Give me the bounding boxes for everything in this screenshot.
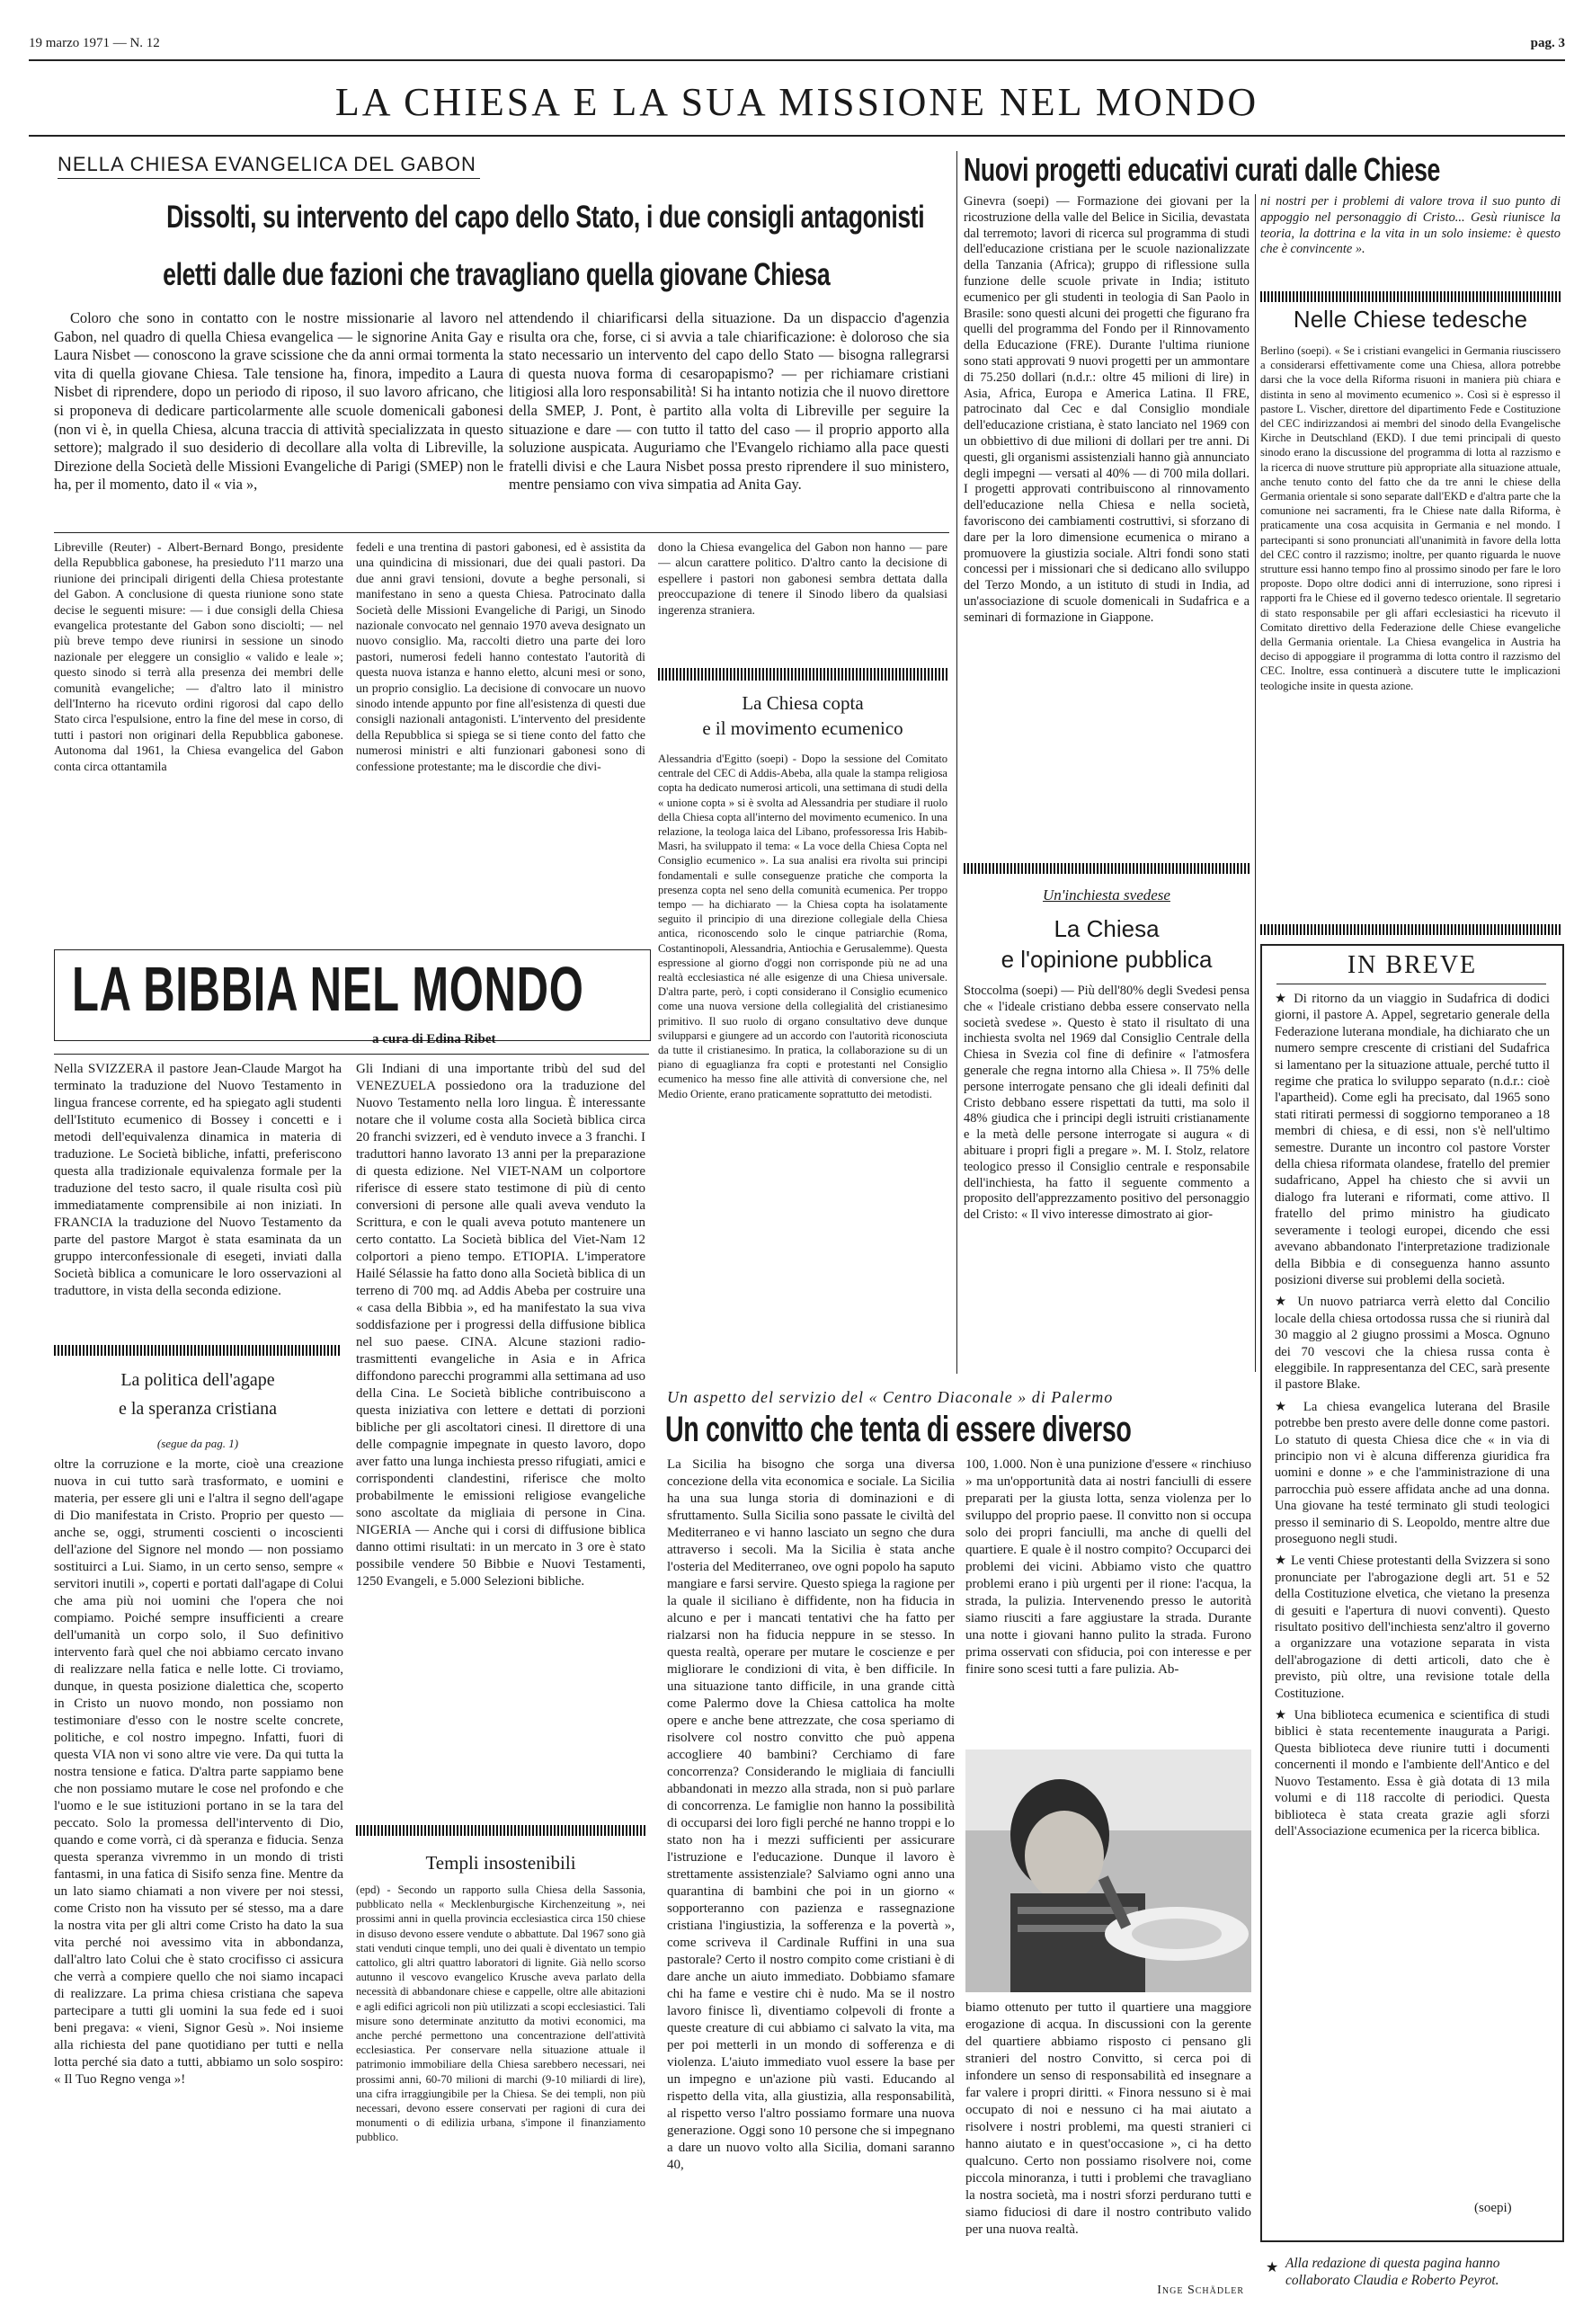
bibbia-rule	[54, 1054, 649, 1055]
inchiesta-title-2: e l'opinione pubblica	[1001, 946, 1213, 973]
inbreve-item-text: Una biblioteca ecumenica e scientifica di studi biblici è stata recentemente inaugurata a Parigi. Questa biblioteca deve riunire tutti i documenti concernenti il mondo e l'ambiente dell'Antico e del Nuovo Testamento. Essa è già dotata di 13 mila volumi e di 118 raccolte di periodici. Questa biblioteca è stata creata grazie agli sforzi dell'Associazione ecumenica per la ricerca biblica.	[1275, 1708, 1550, 1839]
convitto-title	[665, 1410, 1317, 1450]
star-icon: ★	[1275, 1398, 1303, 1414]
inbreve-item-text: Di ritorno da un viaggio in Sudafrica di dodici giorni, il pastore A. Appel, segretario generale della Federazione luterana mondiale, ha dichiarato che un numero sempre crescente di cristiani del Sudafrica si lamentano per la situazione attuale, perché tutto il regime che pratica lo sviluppo separato (n.d.r.: cioè l'apartheid). Come egli ha precisato, dal 1965 sono stati ritirati permessi di soggiorno temporaneo a 18 membri di chiesa, e di essi, non s'è nell'ultimo semestre. Durante un incontro col pastore Vorster della chiesa riformata olandese, fratello del premier sudafricano, Appel ha chiesto che si avvii un dialogo fra luterani e riformati, come attivo. Il fratello del primo ministro ha giudicato severamente i teologi europei, dicendo che essi avevano abbandonato l'interpretazione tradizionale della Bibbia e di conseguenza hanno assunto posizioni diverse sui problemi della società.	[1275, 992, 1550, 1287]
gabon-lead-rule	[54, 532, 949, 533]
inchiesta-title-1: La Chiesa	[1054, 915, 1160, 942]
convitto-kicker: Un aspetto del servizio del « Centro Diaconale » di Palermo	[667, 1388, 1114, 1406]
inbreve-item	[1275, 991, 1550, 1288]
inbreve-title: IN BREVE	[1347, 951, 1478, 979]
star-icon: ★	[1275, 991, 1294, 1006]
inchiesta-body: Stoccolma (soepi) — Più dell'80% degli Svedesi pensa che « l'ideale cristiano debba essere conservato nella società svedese ». Questo è stato il risultato di una inchiesta svolta nel 1969 dal Consiglio Centrale della Chiesa in Svezia col fine di definire « l'atmosfera generale che regna intorno alla Chiesa ». Il 75% delle persone interrogate pensano che gli ideali definiti dal Cristo debbano essere rispettati da tutti, ma solo il 48% giudica che i principi degli istruiti cristianamente e la metà delle persone interrogate si augura « di abituare i propri figli a pregare ». M. I. Stolz, relatore teologico presso il Consiglio centrale e responsabile dell'inchiesta, ha fatto il seguente commento a proposito dell'apprezzamento positivo del personaggio del Cristo: « Il vivo interesse dimostrato ai gior-	[964, 984, 1250, 1223]
inbreve-item	[1275, 1553, 1550, 1702]
gabon-end-rule	[658, 668, 947, 681]
copta-title-2: e il movimento ecumenico	[702, 717, 903, 739]
convitto-signature: Inge Schädler	[1157, 2284, 1244, 2297]
section-title: LA CHIESA E LA SUA MISSIONE NEL MONDO	[334, 80, 1259, 124]
gabon-lead-left: Coloro che sono in contatto con le nostre missionarie al lavoro nel Gabon, nel quadro di quella Chiesa evangelica — le signorine Anita Gay e Laura Nisbet — conoscono la grave scissione che da anni ormai tormenta la vita di quella giovane Chiesa. Tale tensione ha, finora, impedito a Laura Nisbet di riprendere, dopo un periodo di riposo, il suo lavoro africano, che si proponeva di dedicare particolarmente alle scuole domenicali gabonesi (non vi è, in quella Chiesa, alcuna traccia di attività specializzata in questo settore); malgrado il suo desiderio di decollare alla volta di Libreville, la Direzione della Società delle Missioni Evangeliche di Parigi (SMEP) non le ha, per il momento, dato il « via »,	[54, 309, 503, 494]
star-icon: ★	[1275, 1707, 1294, 1723]
progetti-title	[964, 151, 1592, 189]
page-date: 19 marzo 1971 — N. 12	[29, 36, 160, 50]
tedesche-title: Nelle Chiese tedesche	[1293, 306, 1528, 333]
gabon-lead-right: attendendo il chiarificarsi della situazione. Da un dispaccio d'agenzia risulta ora che, forse, ci si avvia a tale chiarificazione: è doloroso che sia stato necessario un intervento del capo dello Stato — bisogna rallegrarsi di questa nuova forma di cesaropapismo? — per richiamare cristiani litigiosi alla loro responsabilità! Si ha intanto notizia che il nuovo direttore della SMEP, J. Pont, è partito alla volta di Libreville per seguire la situazione e dare — con tutto il tatto del caso — il proprio apporto alla soluzione auspicata. Auguriamo che l'Evangelo richiamo alla pace questi fratelli divisi e che Laura Nisbet possa presto riprendere il suo ministero, mentre pensiamo con viva simpatia ad Anita Gay.	[509, 309, 949, 494]
inbreve-footnote: Alla redazione di questa pagina hanno collaborato Claudia e Roberto Peyrot.	[1285, 2256, 1500, 2288]
progetti-end-rule	[1260, 291, 1561, 302]
bibbia-title	[72, 953, 804, 1025]
progetti-body-right: ni nostri per i problemi di valore trova il suo punto di appoggio nel personaggio di Cristo... Gesù riunisce la teoria, la dottrina e la vita in un solo insieme: è questo che è convincente ».	[1260, 194, 1561, 257]
bibbia-col2-end-rule	[356, 1825, 645, 1836]
inbreve-item	[1275, 1707, 1550, 1839]
header-rule	[29, 59, 1565, 61]
copta-body: Alessandria d'Egitto (soepi) - Dopo la sessione del Comitato centrale del CEC di Addis-Abeba, alla quale la stampa religiosa copta ha dedicato numerosi articoli, una settimana di studi della « unione copta » si è svolta ad Alessandria per studiare il ruolo della Chiesa copta all'interno del movimento ecumenico. In una relazione, la teologa laica del Libano, professoressa Iris Habib-Masri, ha sviluppato il tema: « La voce della Chiesa Copta nel Consiglio ecumenico ». La sua analisi era rivolta sui principi fondamentali e sulle conseguenze pratiche che comporta la presenza copta nel seno della comunità ecumenica. Per troppo tempo — ha dichiarato — la Chiesa copta ha isolatamente seguito il principio di una direzione collegiale della Chiesa antica, riconoscendo solo le cinque patriarchie (Roma, Costantinopoli, Alessandria, Antiochia e Gerusalemme). Questa espressione al giorno d'oggi non corrisponde più ne ad una realtà ecclesiastica né alle esigenze di una Chiesa universale. D'altra parte, però, i copti considerano il Consiglio ecumenico come una nuova versione della collegialità del cristianesimo primitivo. Il suo ruolo di organo consultativo deve dunque svilupparsi e giungere ad un accordo con l'autorità riconosciuta da tutte il cristianesimo. In pratica, la collaborazione su di un piano di eguaglianza fra copti e protestanti nel Consiglio ecumenico ha messo fine alle attività di conversione che, nel Medio Oriente, erano praticamente soprattutto dei metodisti.	[658, 752, 947, 1100]
agape-continuation: (segue da pag. 1)	[156, 1437, 239, 1450]
bibbia-byline: a cura di Edina Ribet	[372, 1032, 496, 1046]
gabon-headline-1-text: Dissolti, su intervento del capo dello Stato, i due consigli antagonisti	[166, 200, 925, 235]
agape-title-2: e la speranza cristiana	[118, 1399, 277, 1419]
page-number: pag. 3	[1530, 36, 1565, 50]
convitto-title-text: Un convitto che tenta di essere diverso	[665, 1410, 1132, 1449]
convitto-col-2b: biamo ottenuto per tutto il quartiere una maggiore erogazione di acqua. In discussioni con la gerente del quartiere abbiamo risposto ci pensano gli stranieri del nostro Convitto, si cerca poi di infondere un senso di responsabilità ed insegnare a far valere i propri diritti. « Finora nessuno si è mai occupato di noi e nessuno ci ha mai aiutato a risolvere i nostri problemi, ma questi stranieri ci hanno aiutato e in quest'occasione », ci ha detto qualcuno. Certo non possiamo risolvere noi, come piccola minoranza, i tutti i problemi che travagliano la nostra società, ma i nostri sforzi perdurano tutti e siamo fiduciosi di dare il nostro contributo valido per una nuova realtà.	[965, 2000, 1251, 2237]
progetti-title-text: Nuovi progetti educativi curati dalle Chiese	[964, 151, 1440, 188]
gabon-kicker: NELLA CHIESA EVANGELICA DEL GABON	[58, 153, 476, 175]
bibbia-col1-end-rule	[54, 1345, 342, 1356]
inbreve-soepi: (soepi)	[1474, 2201, 1512, 2215]
gabon-col-2: fedeli e una trentina di pastori gabonesi, ed è assistita da una quindicina di missionari, due dei quali pastori. Da due anni gravi tensioni, dovute a beghe personali, si manifestano in seno a questa Chiesa. Patrocinato dalla Società delle Missioni Evangeliche di Parigi, un Sinodo nazionale convocato nel gennaio 1970 aveva designato un nuovo consiglio. Ma, raccolti dietro una parte dei loro pastori, numerosi fedeli hanno contestato l'autorità di questa nuova istanza e hanno eletto, alcuni mesi or sono, un proprio consiglio. La decisione di convocare un nuovo sinodo intende appunto por fine all'esistenza di questi due consigli nazionali antagonisti. L'intervento del presidente della Repubblica si spiega se si tiene conto del fatto che numerosi ministri e alti funzionari gabonesi sono di confessione protestante; ma le discordie che divi-	[356, 540, 645, 773]
tedesche-end-rule	[1260, 924, 1561, 935]
inchiesta-top-rule	[964, 863, 1250, 874]
gabon-headline-2	[47, 257, 946, 293]
inchiesta-kicker: Un'inchiesta svedese	[1043, 886, 1170, 904]
child-photo	[965, 1750, 1251, 1992]
bibbia-title-text: LA BIBBIA NEL MONDO	[72, 954, 584, 1024]
star-icon: ★	[1275, 1294, 1298, 1310]
inbreve-footnote-star	[1266, 2258, 1278, 2276]
inbreve-items	[1275, 991, 1550, 2195]
inbreve-item-text: Un nuovo patriarca verrà eletto dal Concilio locale della chiesa ortodossa russa che si riunirà dal 30 maggio al 2 giugno prossimi a Mosca. Ognuno dei 70 vescovi che la chiesa russa conta è eleggibile. In rappresentanza del CEC, sarà presente il pastore Blake.	[1275, 1295, 1550, 1393]
gabon-headline-2-text: eletti dalle due fazioni che travagliano quella giovane Chiesa	[162, 257, 831, 292]
gabon-headline-1	[47, 200, 946, 236]
star-icon: ★	[1266, 2258, 1279, 2275]
column-rule	[956, 151, 957, 1374]
tedesche-body: Berlino (soepi). « Se i cristiani evangelici in Germania riuscissero a considerarsi effettivamente come una Chiesa, allora potrebbe darsi che la voce della Riforma risuoni in maniera più chiara e distinta in seno al movimento ecumenico ». Così si è espresso il pastore L. Vischer, direttore del dipartimento Fede e Costituzione del CEC indirizzandosi ai membri del sinodo della Evangelische Kirche in Deutschland (EKD). I due temi principali di questo sinodo erano la discussione del programma di lotta al razzismo e la ricerca di nuove strutture più appropriate alla situazione attuale, anche tenuto conto del fatto che da tre anni le chiese della Germania orientale si sono separate dall'EKD e d'altra parte che la comunione nei sacramenti, fra le Chiese nate dalla Riforma, è praticamente una cosa acquisita in Germania e nel mondo. I partecipanti si sono pronunciati all'unanimità in favore della lotta del CEC contro il razzismo; inoltre, per quanto riguarda le nuove strutture essi hanno tempo fino al prossimo sinodo per fare le loro proposte. Dopo oltre dodici anni di interruzione, sono ripresi i rapporti fra le Chiese ed il governo tedesco orientale. Il segretario di stato responsabile per gli affari ecclesiastici ha ricevuto il Comitato direttivo della Federazione delle Chiese evangeliche della Germania orientale. La Chiesa evangelica in Austria ha deciso di appoggiare il programma di lotta contro il razzismo del CEC. Inoltre, essa continuerà a discutere tutte le implicazioni teologiche insite in questa azione.	[1260, 344, 1561, 692]
templi-body: (epd) - Secondo un rapporto sulla Chiesa della Sassonia, pubblicato nella « Mecklenburgische Kirchenzeitung », nei prossimi anni in quella provincia ecclesiastica circa 150 chiese in disuso devono essere vendute o abbattute. Dal 1967 sono già stati venduti cinque templi, uno dei quali è diventato un tempio cattolico, gli altri quattro laboratori di lignite. Già nello scorso autunno il vescovo evangelico Krusche aveva parlato della necessità di abbandonare chiese e cappelle, oltre alle abitazioni e agli edifici agricoli non più utilizzati a scopi ecclesiastici. Tali misure sono determinate anzitutto da motivi economici, ma anche perché permettono una concentrazione dell'attività ecclesiastica. Per conservare nella situazione attuale il patrimonio immobiliare della Chiesa sarebbero necessari, nei prossimi anni, 60-70 milioni di marchi (9-10 miliardi di lire), una cifra irraggiungibile per la Chiesa. Se dei templi, non più necessari, devono essere conservati per ragioni di cura dei monumenti o di edilizia urbana, s'impone il finanziamento pubblico.	[356, 1883, 645, 2144]
convitto-col-2: 100, 1.000. Non è una punizione d'essere « rinchiuso » ma un'opportunità data ai nostri fanciulli di essere preparati per la giusta lotta, senza violenza per lo sviluppo del proprio paese. Il convitto non si occupa solo dei propri fanciulli, ma anche di quelli del quartiere. E quale è il nostro compito? Occuparci dei problemi dei vicini. Abbiamo visto che quattro problemi erano i più urgenti per il rione: l'acqua, la strada, la pulizia. Intervenendo presso le autorità siamo riusciti a fare aggiustare la strada. Durante una notte i giovani hanno pulito la strada. Furono prima osservati con sfiducia, poi con interesse e per finire sono scesi tutti a fare pulizia. Ab-	[965, 1457, 1251, 1677]
agape-title-1: La politica dell'agape	[120, 1370, 275, 1390]
convitto-col-1: La Sicilia ha bisogno che sorga una diversa concezione della vita economica e sociale. La Sicilia ha una sua lunga storia di dominazioni e di sfruttamento. Sulla Sicilia sono passate le civiltà del Mediterraneo e vi hanno lasciato un segno che dura attraverso i secoli. Ma la Sicilia è stata anche l'osteria del Mediterraneo, ove ogni popolo ha saputo mangiare e farsi servire. Questo spiega la ragione per la quale il siciliano è diffidente, non ha fiducia in alcuno e per i mancati tentativi che ha fatto per rialzarsi non ha fiducia neppure in se stesso. In questa realtà, operare per mutare le coscienze e per migliorare le condizioni di vita, è ben difficile. In una situazione tanto difficile, in una grande città come Palermo dove la Chiesa cattolica ha molte opere e anche bene attrezzate, che cosa speriamo di risolvere col nostro convitto che può appena accogliere 40 bambini? Cerchiamo di fare concorrenza? Considerando le migliaia di fanciulli abbandonati in mezzo alla strada, non si può parlare di concorrenza. Le famiglie non hanno la possibilità di occuparsi dei loro figli perché ne hanno troppi e lo stato non ha i mezzi sufficienti per assicurare l'istruzione e l'educazione. Dunque il lavoro è strettamente assistenziale? Salviamo ogni anno una quarantina di bambini che poi in un giorno « sopporteranno con pazienza e rassegnazione cristiana l'ingiustizia, la sofferenza e la povertà », come scriveva il Cardinale Ruffini in una sua pastorale? Certo il nostro compito come cristiani è di dare anche un aiuto immediato. Dobbiamo sfamare chi ha fame e vestire chi è nudo. Ma se il nostro lavoro finisce lì, diventiamo colpevoli di fronte a queste creature di cui abbiamo ci salvato la vita, ma per poi metterli in un mondo di sofferenza e di violenza. L'aiuto immediato vuol essere la base per un impegno e un'azione più vasti. Educando al rispetto della vita, alla giustizia, alla responsabilità, al rispetto verso l'altro possiamo formare una nuova generazione. Oggi sono 10 persone che si impegnano a dare un nuovo volto alla Sicilia, domani saranno 40,	[667, 1457, 955, 2172]
copta-title-1: La Chiesa copta	[742, 692, 864, 714]
bibbia-col-1: Nella SVIZZERA il pastore Jean-Claude Margot ha terminato la traduzione del Nuovo Testamento in lingua francese corrente, ed ha spiegato agli studenti dell'Istituto ecumenico di Bossey i concetti e i metodi dell'equivalenza dinamica in materia di traduzione. Le Società bibliche, infatti, preferiscono questa alla tradizionale equivalenza formale per la traduzione del testo sacro, il quale risulta così più immediatamente comprensibile ai non iniziati. In FRANCIA la traduzione del Nuovo Testamento da parte del pastore Margot è stata esaminata da un gruppo interconfessionale di esegeti, inviati dalla Società biblica a comunicare le loro osservazioni al traduttore, in vista della seconda edizione.	[54, 1062, 342, 1298]
gabon-kicker-underline	[58, 178, 480, 179]
child-photo-graphic	[965, 1750, 1251, 1992]
agape-body: oltre la corruzione e la morte, cioè una creazione nuova in cui tutto sarà trasformato, e uomini e materia, per essere gli uni e l'altra il segno dell'agape di Dio manifestata in Cristo. Proprio per questo — anche se, oggi, strumenti coscienti o incoscienti dell'azione del Signore nel mondo — non possiamo sostituirci a Lui. Siamo, in un certo senso, sempre « servitori inutili », coperti e portati dall'agape di Colui che ama più noi uomini che l'opera che noi compiamo. Poiché sempre insufficienti a creare dell'umanità un corpo solo, il Suo definitivo intervento farà quel che noi abbiamo cercato invano di realizzare nella fatica e nelle lotte. Ci troviamo, dunque, in questa posizione dialettica che, scoperto in Cristo un nuovo mondo, non possiamo non testimoniare d'esso con le nostre scelte concrete, politiche, e col nostro impegno. Infatti, fuori di questa VIA non vi sono altre vie vere. Da qui tutta la nostra tensione e fatica. D'altra parte sappiamo bene che non possiamo mutare le cose nel profondo e che l'uomo e le sue istituzioni portano in se la tara del peccato. Solo la promessa dell'intervento di Dio, quando e come vorrà, ci dà speranza e fiducia. Senza questa speranza vivremmo in un mondo di tristi fantasmi, in una fatica di Sisifo senza fine. Mentre da un lato siamo chiamati a non vivere per noi stessi, come Cristo non ha vissuto per sé stesso, ma a dare la nostra vita per gli altri come Cristo ha dato la sua vita perché noi avessimo vita in abbondanza, dall'altro lato Colui che è stato crocifisso ci assicura che verrà a compiere quello che noi siamo incapaci di realizzare. La prima chiesa cristiana che sapeva partecipare a tutti gli uomini la sua fede ed i suoi beni pregava: « vieni, Signor Gesù ». Noi insieme alla richiesta del pane quotidiano per tutti e nella lotta perché sia dato a tutti, abbiamo un solo sospiro: « Il Tuo Regno venga »!	[54, 1457, 343, 2087]
inbreve-item	[1275, 1294, 1550, 1393]
gabon-col-1: Libreville (Reuter) - Albert-Bernard Bongo, presidente della Repubblica gabonese, ha presieduto l'11 marzo una riunione dei principali dirigenti della Chiesa protestante del Gabon. A conclusione di questa riunione sono state decise le seguenti misure: — i due consigli della Chiesa evangelica protestante del Gabon sono disciolti; — nel più breve tempo deve riunirsi in sessione un sinodo nazionale per eleggere un consiglio « valido e leale »; questo sinodo si terrà alla presenza dei membri delle comunità evangeliche; — d'altro lato il ministro dell'Interno ha ricevuto ordini rigorosi dal capo dello Stato circa l'espulsione, entro la fine del mese in corso, di tutti i pastori non originari della Repubblica gabonese. Autonoma dal 1961, la Chiesa evangelica del Gabon conta circa ottantamila	[54, 540, 343, 773]
inbreve-item-text: Le venti Chiese protestanti della Svizzera si sono pronunciate per l'abrogazione degli art. 51 e 52 della Costituzione elvetica, che vietano la presenza di gesuiti e l'apertura di nuovi conventi). Questo risultato positivo dell'inchiesta senz'altro il governo a organizzare una votazione separata in vista dell'abrogazione di detti articoli, dato che è previsto, più oltre, una revisione totale della Costituzione.	[1275, 1554, 1550, 1701]
templi-title: Templi insostenibili	[425, 1852, 576, 1874]
bibbia-col-2: Gli Indiani di una importante tribù del sud del VENEZUELA possiedono ora la traduzione del Nuovo Testamento nella loro lingua. È interessante notare che il volume costa alla Società biblica circa 20 franchi svizzeri, ed è venduto invece a 3 franchi. I traduttori hanno lavorato 13 anni per la preparazione di questa edizione. Nel VIET-NAM un colportore riferisce di essere stato testimone di più di cento conversioni di persone alle quali aveva venduto la Scrittura, e con le quali aveva potuto mantenere un certo contatto. La Società biblica del Viet-Nam 12 colportori a pieno tempo. ETIOPIA. L'imperatore Hailé Sélassie ha fatto dono alla Società biblica di un terreno di 700 mq. ad Addis Abeba per costruire una « casa della Bibbia », ed ha manifestato la sua viva soddisfazione per i progressi della diffusione biblica nel suo paese. CINA. Alcune stazioni radio-trasmittenti evangeliche in Asia e in Africa diffondono parecchi programmi alla settimana ad uso della Cina. Le Società bibliche contribuiscono a questa iniziativa con lettere e dettati di porzioni bibliche per gli ascoltatori cinesi. Il direttore di una delle compagnie impegnate in questo lavoro, dopo aver fatto una lunga inchiesta presso rifugiati, amici e corrispondenti clandestini, riferisce che molto probabilmente le emissioni religiose evangeliche sono ascoltate da migliaia di persone in Cina. NIGERIA — Anche qui i corsi di diffusione biblica danno ottimi risultati: in un mercato in 3 ore è stato possibile vendere 50 Bibbie e Nuovi Testamenti, 1250 Evangeli, e 5.000 Selezioni bibliche.	[356, 1062, 645, 1589]
star-icon: ★	[1275, 1553, 1291, 1569]
section-rule	[29, 135, 1565, 137]
column-rule	[1255, 194, 1256, 1372]
progetti-body-left: Ginevra (soepi) — Formazione dei giovani per la ricostruzione della valle del Belice in Sicilia, devastata dal terremoto; lavori di ricerca sul programma di studi dell'educazione cristiana per le scuole nazionalizzate della Tanzania (Africa); gruppo di riflessione sulla funzione delle scuole private in India; istituto ecumenico per gli studenti in teologia di San Paolo in Brasile: sono questi alcuni dei progetti che figurano fra quelli del programma del Fondo per il Rinnovamento della Educazione (FRE). Durante l'ultima riunione sono stati approvati 9 nuovi progetti per un ammontare di 75.250 dollari (n.d.r.: oltre 45 milioni di lire) in Asia, Africa, Europa e America Latina. Il FRE, patrocinato dal Cec e dal Consiglio mondiale dell'educazione cristiana, è stato lanciato nel 1969 con un obbiettivo di due milioni di dollari per tre anni. Di questi, gli organismi assistenziali hanno già annunciato degli impegni — versati al 40% — di 700 mila dollari. I progetti approvati contribuiscono al rinnovamento dell'educazione nella Chiesa e nella società, favoriscono dei cambiamenti costruttivi, si sforzano di dare per la loro dimensione ecumenica o mirano a promuovere la giustizia sociale. Altri fondi sono stati concessi per i missionari che si dedicano allo sviluppo del Terzo Mondo, a un istituto di studi in India, ad un'associazione di scuole domenicali in Sudafrica e a seminari di formazione in Giappone.	[964, 194, 1250, 625]
inbreve-item-text: La chiesa evangelica luterana del Brasile potrebbe ben presto avere delle donne come pastori. Lo statuto di questa Chiesa dice che « in via di principio non vi è alcuna differenza giuridica fra uomini e donne » e che l'amministrazione di una parrocchia può essere affidata anche ad una donna. Una giovane ha testé terminato gli studi teologici presso il seminario di S. Leopoldo, mentre altre due proseguono negli studi.	[1275, 1399, 1550, 1546]
gabon-col-3: dono la Chiesa evangelica del Gabon non hanno — pare — alcun carattere politico. D'altro canto la decisione di espellere i pastori non gabonesi sembra dettata dalla preoccupazione di tenere il Sinodo libero da qualsiasi ingerenza straniera.	[658, 540, 947, 617]
